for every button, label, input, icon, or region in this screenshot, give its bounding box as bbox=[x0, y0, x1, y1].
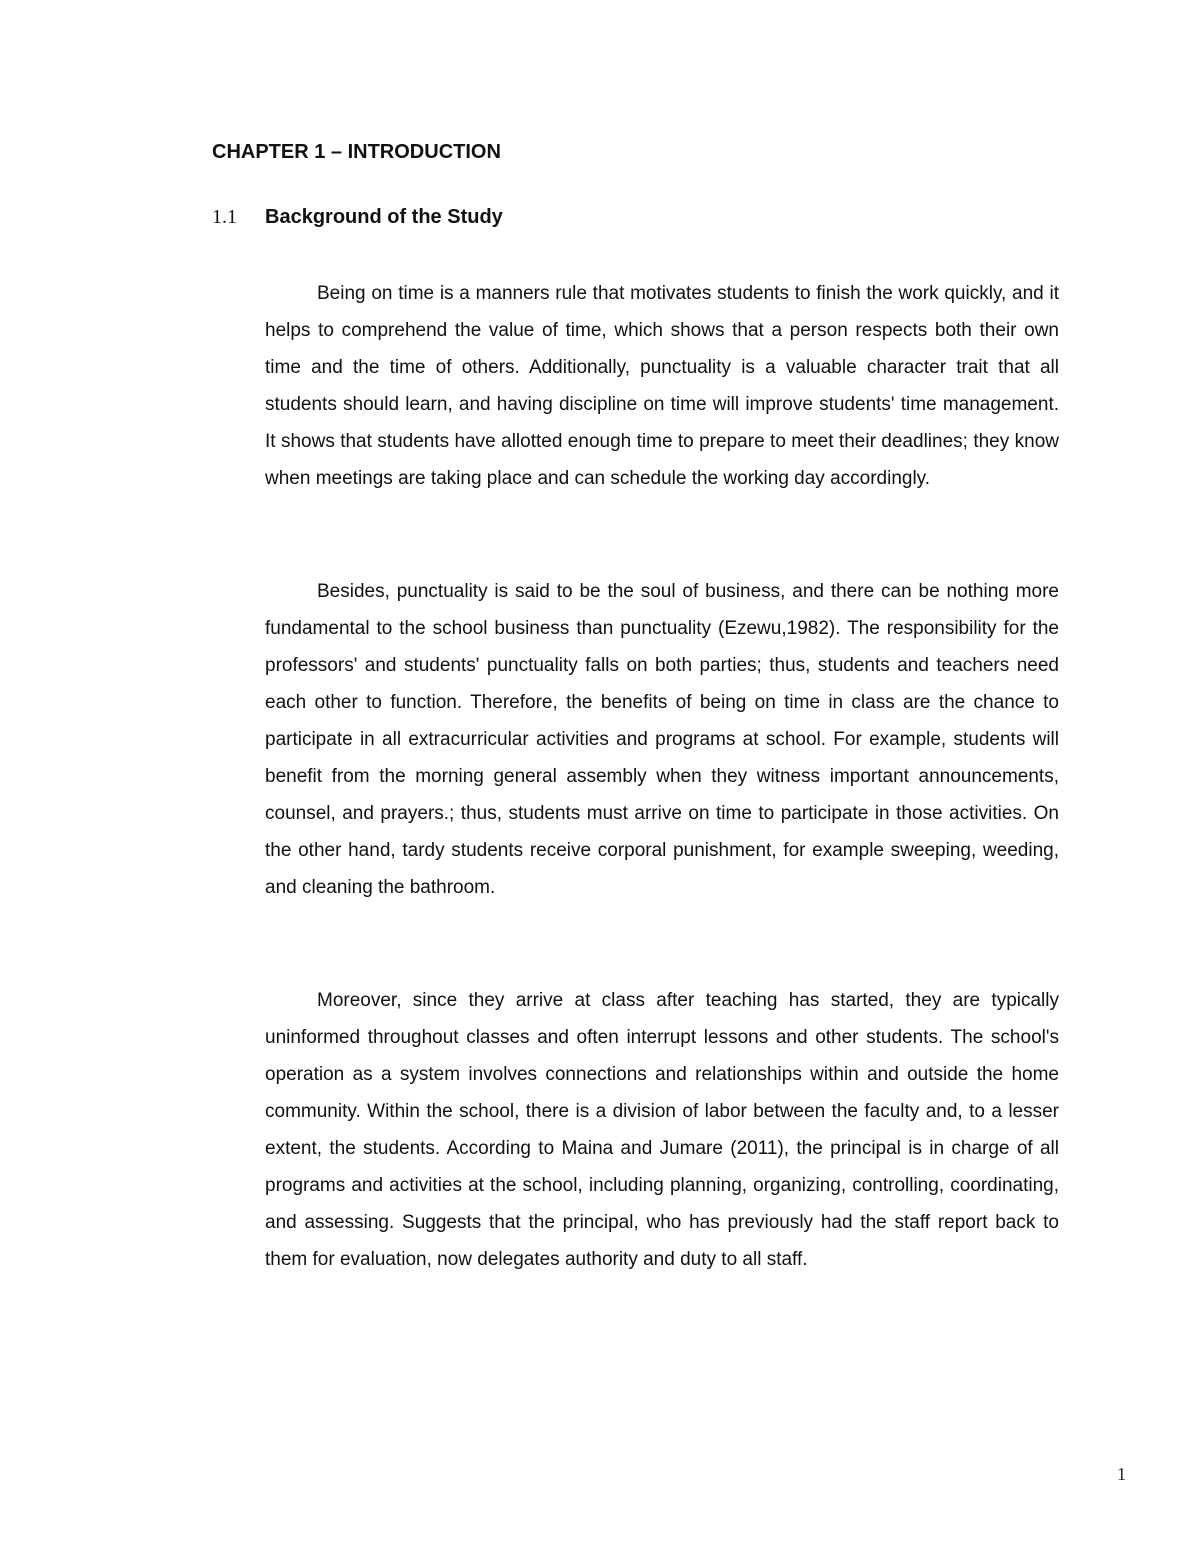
chapter-title: CHAPTER 1 – INTRODUCTION bbox=[212, 141, 501, 163]
body-paragraph-2: Besides, punctuality is said to be the soul of business, and there can be nothing more fundamental to the school business than punctuality (Ezewu,1982). The responsibility for the professors' and students' punctuality falls on both parties; thus, students and teachers need each other to function. Therefore, the benefits of being on time in class are the chance to participate in all extracurricular activities and programs at school. For example, students will benefit from the morning general assembly when they witness important announcements, counsel, and prayers.; thus, students must arrive on time to participate in those activities. On the other hand, tardy students receive corporal punishment, for example sweeping, weeding, and cleaning the bathroom. bbox=[265, 581, 1059, 898]
section-number: 1.1 bbox=[212, 206, 237, 228]
body-paragraph-3: Moreover, since they arrive at class after teaching has started, they are typically uninformed throughout classes and often interrupt lessons and other students. The school's operation as a system involves connections and relationships within and outside the home community. Within the school, there is a division of labor between the faculty and, to a lesser extent, the students. According to Maina and Jumare (2011), the principal is in charge of all programs and activities at the school, including planning, organizing, controlling, coordinating, and assessing. Suggests that the principal, who has previously had the staff report back to them for evaluation, now delegates authority and duty to all staff. bbox=[265, 990, 1059, 1270]
body-paragraph-1: Being on time is a manners rule that motivates students to finish the work quickly, and it helps to comprehend the value of time, which shows that a person respects both their own time and the time of others. Additionally, punctuality is a valuable character trait that all students should learn, and having discipline on time will improve students' time management. It shows that students have allotted enough time to prepare to meet their deadlines; they know when meetings are taking place and can schedule the working day accordingly. bbox=[265, 283, 1059, 489]
section-title: Background of the Study bbox=[265, 206, 503, 228]
page-number: 1 bbox=[1117, 1464, 1126, 1484]
section-heading bbox=[212, 206, 503, 229]
